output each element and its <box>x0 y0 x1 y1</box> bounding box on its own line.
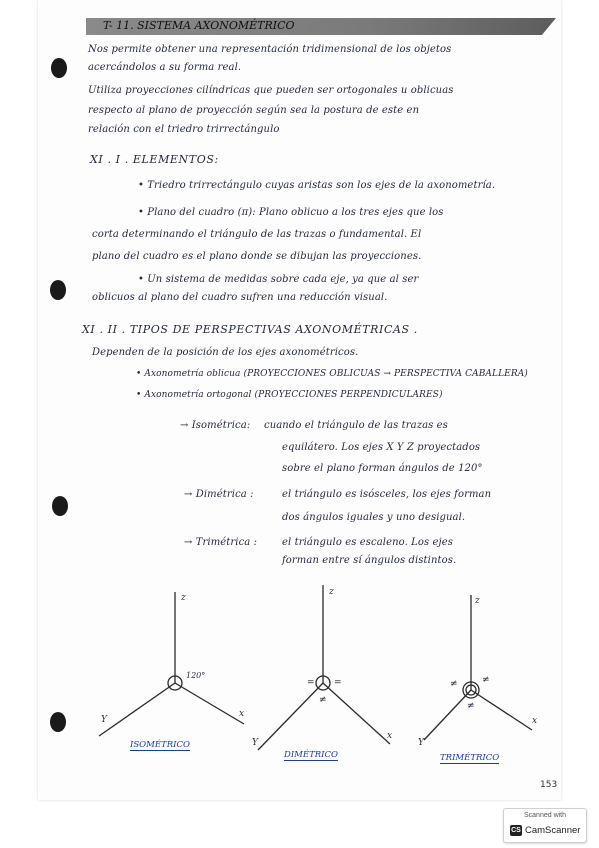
dimetric-line-1: el triángulo es isósceles, los ejes forman <box>282 489 492 500</box>
camscanner-watermark <box>503 808 587 843</box>
tri-neq-left: ≠ <box>450 679 458 689</box>
tri-x-label: x <box>532 716 538 726</box>
di-eq-left: = <box>307 678 315 688</box>
iso-angle-label: 120° <box>186 671 206 680</box>
di-neq: ≠ <box>319 695 327 705</box>
camscanner-logo-icon: CS <box>511 827 521 834</box>
section-2-heading: XI . II . TIPOS DE PERSPECTIVAS AXONOMÉTRICAS . <box>82 323 418 336</box>
page-number: 153 <box>540 780 558 790</box>
tri-y-label: Y <box>418 738 424 748</box>
type-oblique: • Axonometría oblicua (PROYECCIONES OBLICUAS → PERSPECTIVA CABALLERA) <box>136 369 528 379</box>
section-1-bullet-3-line-1: • Un sistema de medidas sobre cada eje, ya que al ser <box>138 274 419 285</box>
iso-x-label: x <box>239 709 245 719</box>
trimetric-axes <box>424 595 532 740</box>
isometric-line-1: cuando el triángulo de las trazas es <box>264 420 448 431</box>
type-orthogonal: • Axonometría ortogonal (PROYECCIONES PERPENDICULARES) <box>136 390 443 400</box>
dimetric-caption: DIMÉTRICO <box>284 750 338 760</box>
section-1-bullet-2-line-3: plano del cuadro es el plano donde se dibujan las proyecciones. <box>92 251 422 262</box>
intro-line-5: relación con el triedro trirrectángulo <box>88 124 280 135</box>
iso-z-label: z <box>181 593 186 603</box>
section-1-bullet-2-line-2: corta determinando el triángulo de las trazas o fundamental. El <box>92 229 422 240</box>
section-1-bullet-2-line-1: • Plano del cuadro (π): Plano oblicuo a los tres ejes que los <box>138 207 444 218</box>
section-1-bullet-3-line-2: oblicuos al plano del cuadro sufren una reducción visual. <box>92 292 388 303</box>
dimetric-label: → Dimétrica : <box>184 489 254 500</box>
dimetric-line-2: dos ángulos iguales y uno desigual. <box>282 512 466 523</box>
isometric-line-3: sobre el plano forman ángulos de 120° <box>282 463 483 474</box>
di-eq-right: = <box>334 678 342 688</box>
intro-line-3: Utiliza proyecciones cilíndricas que pueden ser ortogonales u oblicuas <box>88 85 454 96</box>
iso-y-label: Y <box>101 715 107 725</box>
tri-z-label: z <box>475 596 480 606</box>
trimetric-line-1: el triángulo es escaleno. Los ejes <box>282 537 453 548</box>
di-x-label: x <box>387 731 393 741</box>
intro-line-1: Nos permite obtener una representación tridimensional de los objetos <box>88 44 452 55</box>
section-1-bullet-1: • Triedro trirrectángulo cuyas aristas son los ejes de la axonometría. <box>138 180 496 191</box>
section-1-heading: XI . I . ELEMENTOS: <box>90 153 219 166</box>
page-title: T- 11. SISTEMA AXONOMÉTRICO <box>103 19 295 32</box>
scanned-with-text: Scanned with <box>523 812 567 819</box>
tri-neq-bottom: ≠ <box>467 701 475 711</box>
camscanner-brand: CamScanner <box>525 825 581 836</box>
isometric-label: → Isométrica: <box>180 420 251 431</box>
di-y-label: Y <box>252 738 258 748</box>
isometric-caption: ISOMÉTRICO <box>130 740 190 750</box>
trimetric-line-2: forman entre sí ángulos distintos. <box>282 555 457 566</box>
trimetric-label: → Trimétrica : <box>184 537 258 548</box>
intro-line-4: respecto al plano de proyección según sea la postura de este en <box>88 105 420 116</box>
tri-neq-right: ≠ <box>482 675 490 685</box>
dimetric-axes <box>258 585 393 750</box>
isometric-axes <box>99 592 244 736</box>
section-2-intro: Dependen de la posición de los ejes axonométricos. <box>92 347 359 358</box>
intro-line-2: acercándolos a su forma real. <box>88 62 242 73</box>
di-z-label: z <box>329 587 334 597</box>
trimetric-caption: TRIMÉTRICO <box>440 753 500 763</box>
isometric-line-2: equilátero. Los ejes X Y Z proyectados <box>282 442 481 453</box>
